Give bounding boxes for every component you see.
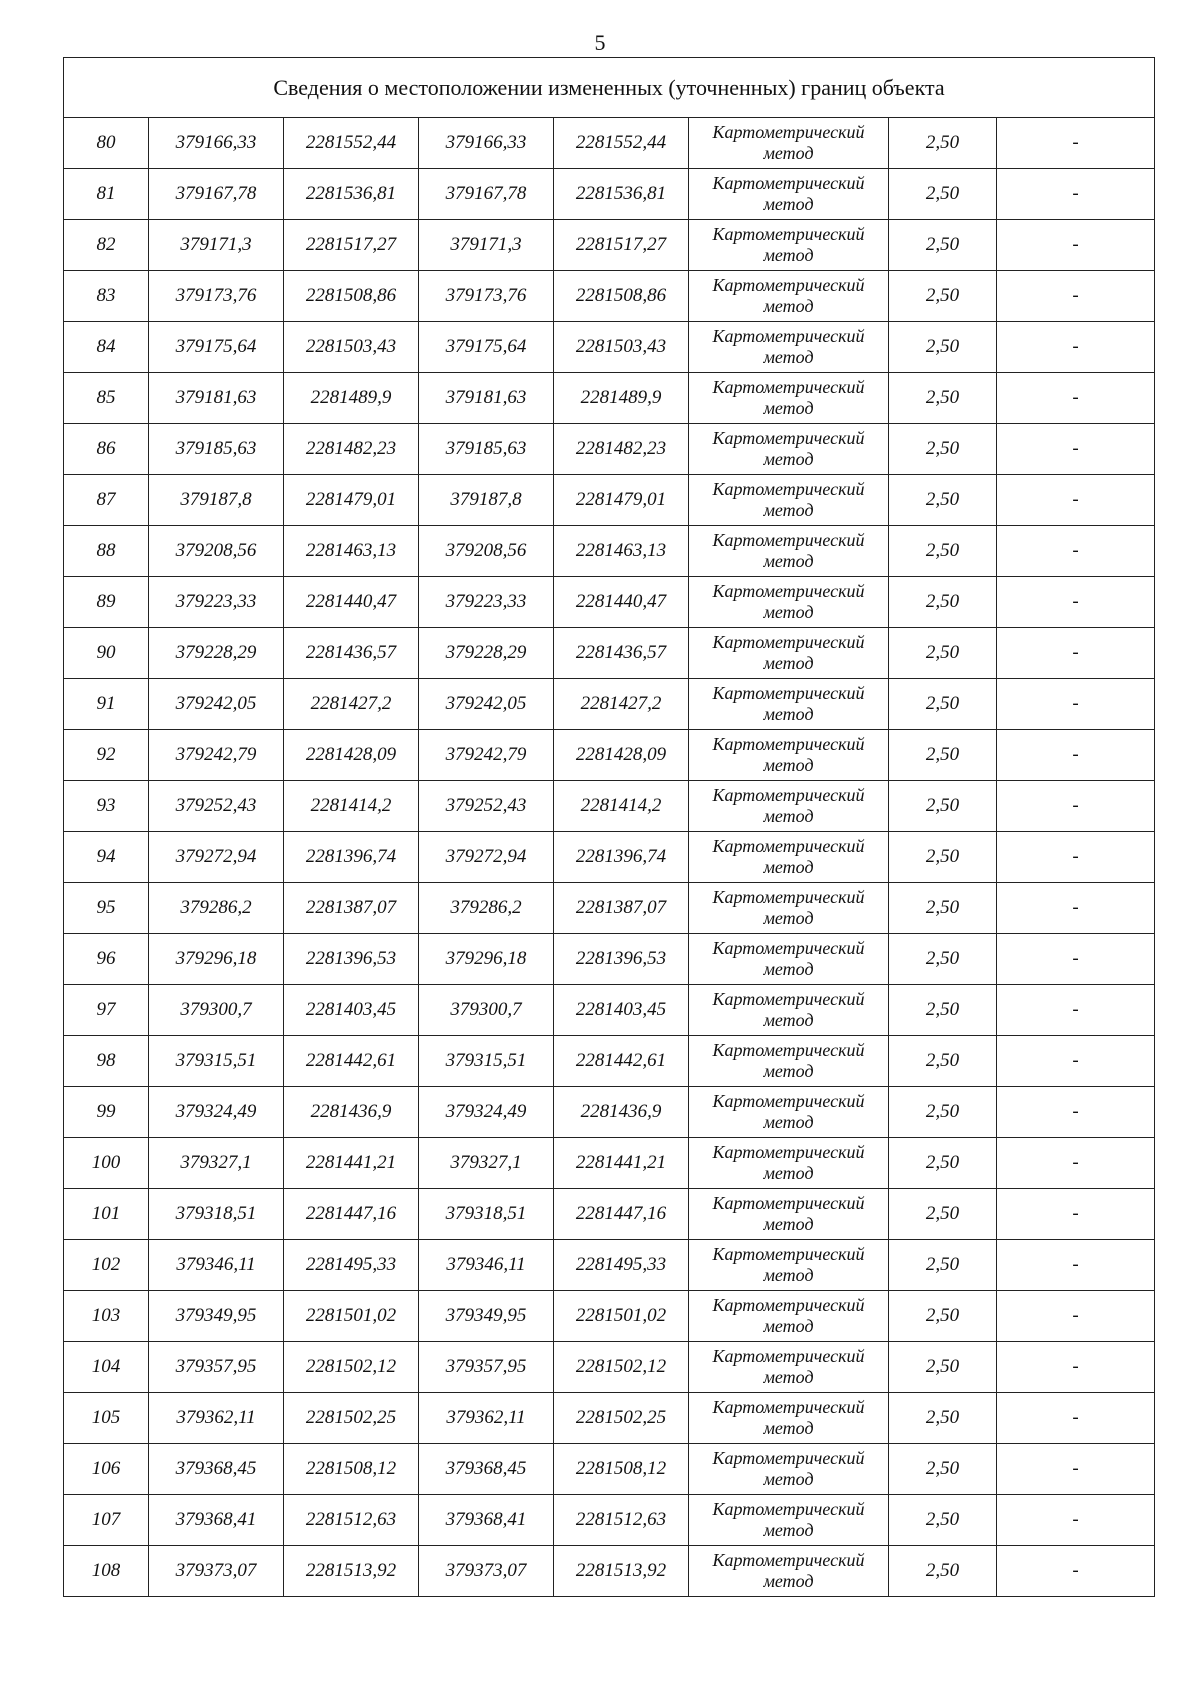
cell-method: Картометрический метод: [689, 373, 889, 424]
cell-method: Картометрический метод: [689, 1495, 889, 1546]
cell-x-new: 379368,41: [419, 1495, 554, 1546]
cell-accuracy: 2,50: [889, 985, 997, 1036]
cell-x-existing: 379185,63: [149, 424, 284, 475]
cell-method: Картометрический метод: [689, 628, 889, 679]
cell-y-existing: 2281396,53: [284, 934, 419, 985]
cell-x-existing: 379242,05: [149, 679, 284, 730]
cell-accuracy: 2,50: [889, 730, 997, 781]
cell-point-number: 99: [64, 1087, 149, 1138]
cell-point-number: 94: [64, 832, 149, 883]
table-row: [64, 424, 1155, 475]
cell-description: -: [997, 1240, 1155, 1291]
cell-x-new: 379286,2: [419, 883, 554, 934]
table-row: [64, 1138, 1155, 1189]
cell-y-new: 2281552,44: [554, 118, 689, 169]
cell-method: Картометрический метод: [689, 169, 889, 220]
table-row: [64, 1495, 1155, 1546]
cell-description: -: [997, 1189, 1155, 1240]
cell-method: Картометрический метод: [689, 475, 889, 526]
cell-y-new: 2281428,09: [554, 730, 689, 781]
cell-y-new: 2281501,02: [554, 1291, 689, 1342]
cell-y-existing: 2281396,74: [284, 832, 419, 883]
table-row: [64, 985, 1155, 1036]
cell-method: Картометрический метод: [689, 322, 889, 373]
cell-y-existing: 2281513,92: [284, 1546, 419, 1597]
cell-x-new: 379300,7: [419, 985, 554, 1036]
cell-y-new: 2281387,07: [554, 883, 689, 934]
cell-x-existing: 379167,78: [149, 169, 284, 220]
cell-description: -: [997, 118, 1155, 169]
cell-method: Картометрический метод: [689, 1087, 889, 1138]
cell-point-number: 88: [64, 526, 149, 577]
table-row: [64, 934, 1155, 985]
cell-method: Картометрический метод: [689, 1036, 889, 1087]
cell-x-new: 379318,51: [419, 1189, 554, 1240]
cell-y-existing: 2281436,9: [284, 1087, 419, 1138]
cell-x-existing: 379296,18: [149, 934, 284, 985]
cell-y-new: 2281508,86: [554, 271, 689, 322]
cell-accuracy: 2,50: [889, 322, 997, 373]
cell-y-existing: 2281403,45: [284, 985, 419, 1036]
cell-y-new: 2281436,9: [554, 1087, 689, 1138]
cell-description: -: [997, 1342, 1155, 1393]
cell-x-existing: 379349,95: [149, 1291, 284, 1342]
table-row: [64, 373, 1155, 424]
cell-x-new: 379373,07: [419, 1546, 554, 1597]
cell-method: Картометрический метод: [689, 1240, 889, 1291]
cell-point-number: 83: [64, 271, 149, 322]
cell-x-existing: 379327,1: [149, 1138, 284, 1189]
cell-x-existing: 379173,76: [149, 271, 284, 322]
cell-method: Картометрический метод: [689, 1189, 889, 1240]
cell-x-existing: 379300,7: [149, 985, 284, 1036]
table-row: [64, 118, 1155, 169]
cell-point-number: 96: [64, 934, 149, 985]
cell-method: Картометрический метод: [689, 934, 889, 985]
cell-x-new: 379324,49: [419, 1087, 554, 1138]
table-title-row: [64, 58, 1155, 118]
table-row: [64, 679, 1155, 730]
cell-y-existing: 2281552,44: [284, 118, 419, 169]
cell-x-new: 379167,78: [419, 169, 554, 220]
cell-method: Картометрический метод: [689, 1291, 889, 1342]
cell-accuracy: 2,50: [889, 1444, 997, 1495]
cell-y-new: 2281517,27: [554, 220, 689, 271]
cell-method: Картометрический метод: [689, 577, 889, 628]
cell-point-number: 90: [64, 628, 149, 679]
cell-point-number: 89: [64, 577, 149, 628]
cell-x-new: 379187,8: [419, 475, 554, 526]
cell-x-existing: 379208,56: [149, 526, 284, 577]
table-row: [64, 322, 1155, 373]
cell-accuracy: 2,50: [889, 373, 997, 424]
cell-description: -: [997, 730, 1155, 781]
cell-point-number: 103: [64, 1291, 149, 1342]
cell-description: -: [997, 1444, 1155, 1495]
cell-point-number: 91: [64, 679, 149, 730]
cell-x-new: 379252,43: [419, 781, 554, 832]
cell-y-new: 2281447,16: [554, 1189, 689, 1240]
cell-accuracy: 2,50: [889, 1393, 997, 1444]
cell-x-existing: 379223,33: [149, 577, 284, 628]
cell-y-new: 2281396,53: [554, 934, 689, 985]
table-row: [64, 1393, 1155, 1444]
cell-method: Картометрический метод: [689, 1444, 889, 1495]
cell-y-existing: 2281508,86: [284, 271, 419, 322]
cell-description: -: [997, 883, 1155, 934]
cell-y-new: 2281396,74: [554, 832, 689, 883]
table-row: [64, 1036, 1155, 1087]
cell-point-number: 85: [64, 373, 149, 424]
cell-y-new: 2281427,2: [554, 679, 689, 730]
cell-accuracy: 2,50: [889, 118, 997, 169]
table-row: [64, 1546, 1155, 1597]
cell-description: -: [997, 577, 1155, 628]
cell-accuracy: 2,50: [889, 220, 997, 271]
cell-x-new: 379208,56: [419, 526, 554, 577]
cell-y-new: 2281440,47: [554, 577, 689, 628]
cell-x-existing: 379318,51: [149, 1189, 284, 1240]
cell-accuracy: 2,50: [889, 1189, 997, 1240]
table-row: [64, 832, 1155, 883]
cell-x-existing: 379368,45: [149, 1444, 284, 1495]
cell-accuracy: 2,50: [889, 1138, 997, 1189]
cell-x-new: 379173,76: [419, 271, 554, 322]
cell-point-number: 93: [64, 781, 149, 832]
cell-point-number: 95: [64, 883, 149, 934]
cell-y-existing: 2281502,12: [284, 1342, 419, 1393]
cell-y-new: 2281479,01: [554, 475, 689, 526]
cell-method: Картометрический метод: [689, 1393, 889, 1444]
page-number: 5: [594, 30, 606, 55]
cell-x-new: 379368,45: [419, 1444, 554, 1495]
cell-y-existing: 2281503,43: [284, 322, 419, 373]
cell-point-number: 98: [64, 1036, 149, 1087]
cell-method: Картометрический метод: [689, 1546, 889, 1597]
table-title: Сведения о местоположении измененных (уточненных) границ объекта: [64, 58, 1155, 118]
cell-method: Картометрический метод: [689, 679, 889, 730]
cell-x-existing: 379362,11: [149, 1393, 284, 1444]
cell-x-new: 379228,29: [419, 628, 554, 679]
cell-accuracy: 2,50: [889, 577, 997, 628]
cell-method: Картометрический метод: [689, 832, 889, 883]
cell-y-new: 2281414,2: [554, 781, 689, 832]
cell-description: -: [997, 628, 1155, 679]
cell-accuracy: 2,50: [889, 832, 997, 883]
cell-description: -: [997, 934, 1155, 985]
table-row: [64, 526, 1155, 577]
table-row: [64, 1291, 1155, 1342]
cell-accuracy: 2,50: [889, 679, 997, 730]
cell-accuracy: 2,50: [889, 628, 997, 679]
cell-x-new: 379175,64: [419, 322, 554, 373]
cell-description: -: [997, 1546, 1155, 1597]
cell-x-existing: 379175,64: [149, 322, 284, 373]
cell-description: -: [997, 373, 1155, 424]
cell-x-new: 379242,79: [419, 730, 554, 781]
cell-y-existing: 2281414,2: [284, 781, 419, 832]
cell-description: -: [997, 1138, 1155, 1189]
cell-y-existing: 2281536,81: [284, 169, 419, 220]
cell-x-new: 379362,11: [419, 1393, 554, 1444]
cell-x-new: 379223,33: [419, 577, 554, 628]
cell-accuracy: 2,50: [889, 1495, 997, 1546]
cell-description: -: [997, 781, 1155, 832]
cell-method: Картометрический метод: [689, 730, 889, 781]
table-row: [64, 577, 1155, 628]
table-row: [64, 883, 1155, 934]
cell-y-existing: 2281501,02: [284, 1291, 419, 1342]
cell-x-existing: 379187,8: [149, 475, 284, 526]
cell-description: -: [997, 271, 1155, 322]
cell-description: -: [997, 985, 1155, 1036]
cell-method: Картометрический метод: [689, 883, 889, 934]
cell-y-new: 2281503,43: [554, 322, 689, 373]
table-row: [64, 628, 1155, 679]
cell-y-new: 2281463,13: [554, 526, 689, 577]
cell-description: -: [997, 169, 1155, 220]
cell-x-new: 379296,18: [419, 934, 554, 985]
cell-y-existing: 2281436,57: [284, 628, 419, 679]
cell-accuracy: 2,50: [889, 526, 997, 577]
cell-method: Картометрический метод: [689, 781, 889, 832]
cell-y-existing: 2281387,07: [284, 883, 419, 934]
cell-y-new: 2281502,25: [554, 1393, 689, 1444]
cell-description: -: [997, 475, 1155, 526]
cell-y-existing: 2281440,47: [284, 577, 419, 628]
cell-y-existing: 2281489,9: [284, 373, 419, 424]
cell-x-existing: 379373,07: [149, 1546, 284, 1597]
cell-x-new: 379171,3: [419, 220, 554, 271]
cell-x-new: 379242,05: [419, 679, 554, 730]
cell-x-new: 379181,63: [419, 373, 554, 424]
cell-y-existing: 2281442,61: [284, 1036, 419, 1087]
cell-y-new: 2281436,57: [554, 628, 689, 679]
cell-y-existing: 2281482,23: [284, 424, 419, 475]
cell-description: -: [997, 1291, 1155, 1342]
cell-x-existing: 379286,2: [149, 883, 284, 934]
cell-x-existing: 379181,63: [149, 373, 284, 424]
cell-x-new: 379349,95: [419, 1291, 554, 1342]
cell-y-existing: 2281428,09: [284, 730, 419, 781]
cell-accuracy: 2,50: [889, 271, 997, 322]
cell-x-existing: 379228,29: [149, 628, 284, 679]
boundary-coordinates-table: [63, 57, 1155, 1597]
cell-point-number: 102: [64, 1240, 149, 1291]
cell-point-number: 100: [64, 1138, 149, 1189]
cell-accuracy: 2,50: [889, 1240, 997, 1291]
cell-y-new: 2281442,61: [554, 1036, 689, 1087]
cell-point-number: 86: [64, 424, 149, 475]
cell-method: Картометрический метод: [689, 118, 889, 169]
table-row: [64, 1189, 1155, 1240]
cell-description: -: [997, 220, 1155, 271]
cell-x-new: 379272,94: [419, 832, 554, 883]
cell-accuracy: 2,50: [889, 1087, 997, 1138]
cell-y-existing: 2281427,2: [284, 679, 419, 730]
cell-accuracy: 2,50: [889, 934, 997, 985]
cell-y-existing: 2281441,21: [284, 1138, 419, 1189]
cell-description: -: [997, 424, 1155, 475]
table-row: [64, 781, 1155, 832]
cell-x-new: 379315,51: [419, 1036, 554, 1087]
cell-accuracy: 2,50: [889, 1342, 997, 1393]
cell-description: -: [997, 1036, 1155, 1087]
cell-y-new: 2281512,63: [554, 1495, 689, 1546]
cell-point-number: 82: [64, 220, 149, 271]
cell-x-new: 379346,11: [419, 1240, 554, 1291]
cell-description: -: [997, 679, 1155, 730]
cell-x-new: 379185,63: [419, 424, 554, 475]
cell-accuracy: 2,50: [889, 1036, 997, 1087]
cell-y-new: 2281508,12: [554, 1444, 689, 1495]
cell-description: -: [997, 1087, 1155, 1138]
cell-accuracy: 2,50: [889, 1291, 997, 1342]
cell-point-number: 108: [64, 1546, 149, 1597]
cell-point-number: 92: [64, 730, 149, 781]
cell-description: -: [997, 322, 1155, 373]
cell-point-number: 104: [64, 1342, 149, 1393]
table-row: [64, 475, 1155, 526]
table-row: [64, 169, 1155, 220]
cell-y-new: 2281489,9: [554, 373, 689, 424]
cell-method: Картометрический метод: [689, 985, 889, 1036]
cell-x-existing: 379357,95: [149, 1342, 284, 1393]
cell-accuracy: 2,50: [889, 424, 997, 475]
cell-method: Картометрический метод: [689, 271, 889, 322]
cell-description: -: [997, 1495, 1155, 1546]
cell-method: Картометрический метод: [689, 424, 889, 475]
table-row: [64, 1240, 1155, 1291]
cell-y-existing: 2281508,12: [284, 1444, 419, 1495]
cell-y-existing: 2281495,33: [284, 1240, 419, 1291]
cell-y-new: 2281482,23: [554, 424, 689, 475]
cell-x-existing: 379166,33: [149, 118, 284, 169]
cell-description: -: [997, 526, 1155, 577]
cell-point-number: 81: [64, 169, 149, 220]
cell-x-new: 379166,33: [419, 118, 554, 169]
cell-x-existing: 379324,49: [149, 1087, 284, 1138]
table-row: [64, 1087, 1155, 1138]
cell-y-new: 2281536,81: [554, 169, 689, 220]
table-row: [64, 271, 1155, 322]
cell-y-new: 2281441,21: [554, 1138, 689, 1189]
cell-y-existing: 2281447,16: [284, 1189, 419, 1240]
cell-method: Картометрический метод: [689, 1138, 889, 1189]
cell-y-existing: 2281502,25: [284, 1393, 419, 1444]
cell-accuracy: 2,50: [889, 475, 997, 526]
cell-point-number: 107: [64, 1495, 149, 1546]
cell-description: -: [997, 832, 1155, 883]
cell-y-existing: 2281463,13: [284, 526, 419, 577]
cell-point-number: 87: [64, 475, 149, 526]
cell-accuracy: 2,50: [889, 883, 997, 934]
cell-x-existing: 379368,41: [149, 1495, 284, 1546]
cell-point-number: 80: [64, 118, 149, 169]
cell-x-new: 379327,1: [419, 1138, 554, 1189]
cell-x-existing: 379346,11: [149, 1240, 284, 1291]
cell-x-existing: 379252,43: [149, 781, 284, 832]
cell-point-number: 97: [64, 985, 149, 1036]
cell-method: Картометрический метод: [689, 1342, 889, 1393]
table-row: [64, 1444, 1155, 1495]
cell-y-new: 2281502,12: [554, 1342, 689, 1393]
cell-point-number: 106: [64, 1444, 149, 1495]
cell-x-new: 379357,95: [419, 1342, 554, 1393]
table-row: [64, 1342, 1155, 1393]
cell-accuracy: 2,50: [889, 1546, 997, 1597]
cell-y-new: 2281403,45: [554, 985, 689, 1036]
cell-y-existing: 2281512,63: [284, 1495, 419, 1546]
table-row: [64, 730, 1155, 781]
cell-point-number: 84: [64, 322, 149, 373]
cell-y-new: 2281495,33: [554, 1240, 689, 1291]
cell-method: Картометрический метод: [689, 526, 889, 577]
cell-description: -: [997, 1393, 1155, 1444]
cell-point-number: 101: [64, 1189, 149, 1240]
table-row: [64, 220, 1155, 271]
cell-x-existing: 379315,51: [149, 1036, 284, 1087]
cell-x-existing: 379242,79: [149, 730, 284, 781]
cell-x-existing: 379171,3: [149, 220, 284, 271]
cell-point-number: 105: [64, 1393, 149, 1444]
cell-accuracy: 2,50: [889, 781, 997, 832]
cell-y-existing: 2281517,27: [284, 220, 419, 271]
cell-y-existing: 2281479,01: [284, 475, 419, 526]
cell-method: Картометрический метод: [689, 220, 889, 271]
cell-x-existing: 379272,94: [149, 832, 284, 883]
cell-accuracy: 2,50: [889, 169, 997, 220]
cell-y-new: 2281513,92: [554, 1546, 689, 1597]
